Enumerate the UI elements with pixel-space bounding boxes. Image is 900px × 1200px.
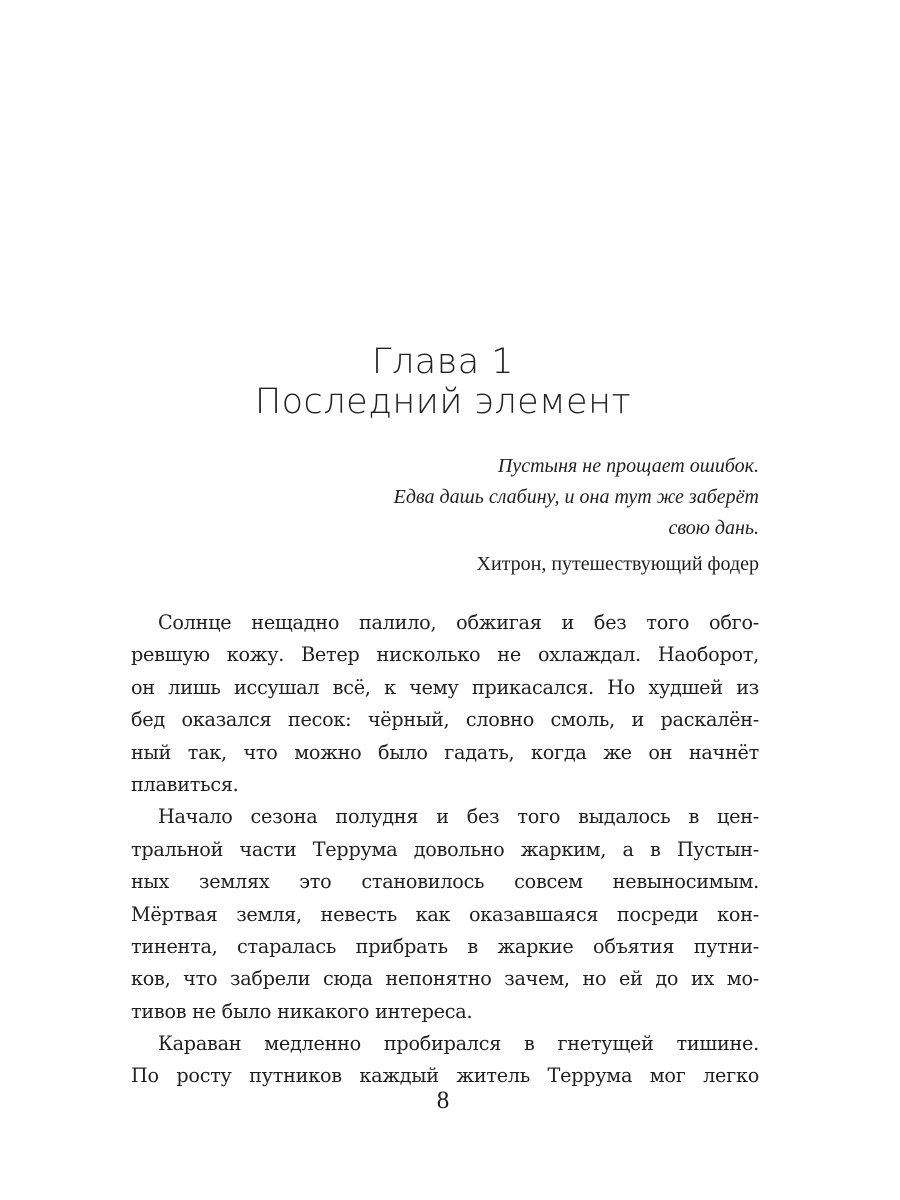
text-line: Караван медленно пробирался в гнетущей тишине.	[158, 1032, 759, 1056]
epigraph-line: Едва дашь слабину, и она тут же заберёт	[393, 486, 759, 508]
chapter-number: Глава 1	[371, 342, 515, 382]
text-line: Солнце нещадно палило, обжигая и без того обго-	[158, 611, 759, 634]
chapter-title: Последний элемент	[254, 382, 632, 422]
text-line: тинента, старалась прибрать в жаркие объятия путни-	[131, 934, 759, 958]
chapter-heading	[0, 342, 886, 422]
text-line: ных землях это становилось совсем невыносимым.	[131, 870, 759, 894]
text-line: ков, что забрели сюда непонятно зачем, но ей до их мо-	[131, 967, 759, 991]
paragraph	[131, 1028, 759, 1093]
paragraph	[131, 801, 759, 1028]
epigraph-author: Хитрон, путешествующий фодер	[476, 553, 759, 575]
epigraph	[300, 451, 759, 544]
epigraph-line: Пустыня не прощает ошибок.	[497, 455, 759, 477]
text-line: он лишь иссушал всё, к чему прикасался. Но худшей из	[131, 675, 759, 699]
text-line: тральной части Террума довольно жарким, а в Пустын-	[131, 837, 759, 861]
text-line: ревшую кожу. Ветер нисколько не охлаждал. Наоборот,	[131, 643, 759, 667]
text-line: тивов не было никакого интереса.	[131, 999, 473, 1023]
text-line: Начало сезона полудня и без того выдалось в цен-	[158, 805, 759, 829]
text-line: По росту путников каждый житель Террума мог легко	[131, 1064, 759, 1088]
body-text	[131, 607, 759, 1093]
text-line: бед оказался песок: чёрный, словно смоль, и раскалён-	[131, 708, 759, 732]
epigraph-line: свою дань.	[668, 517, 759, 539]
paragraph	[131, 607, 759, 801]
text-line: плавиться.	[131, 772, 239, 796]
page-number: 8	[436, 1087, 450, 1114]
text-line: Мёртвая земля, невесть как оказавшаяся посреди кон-	[131, 902, 759, 926]
text-line: ный так, что можно было гадать, когда же он начнёт	[131, 740, 759, 764]
